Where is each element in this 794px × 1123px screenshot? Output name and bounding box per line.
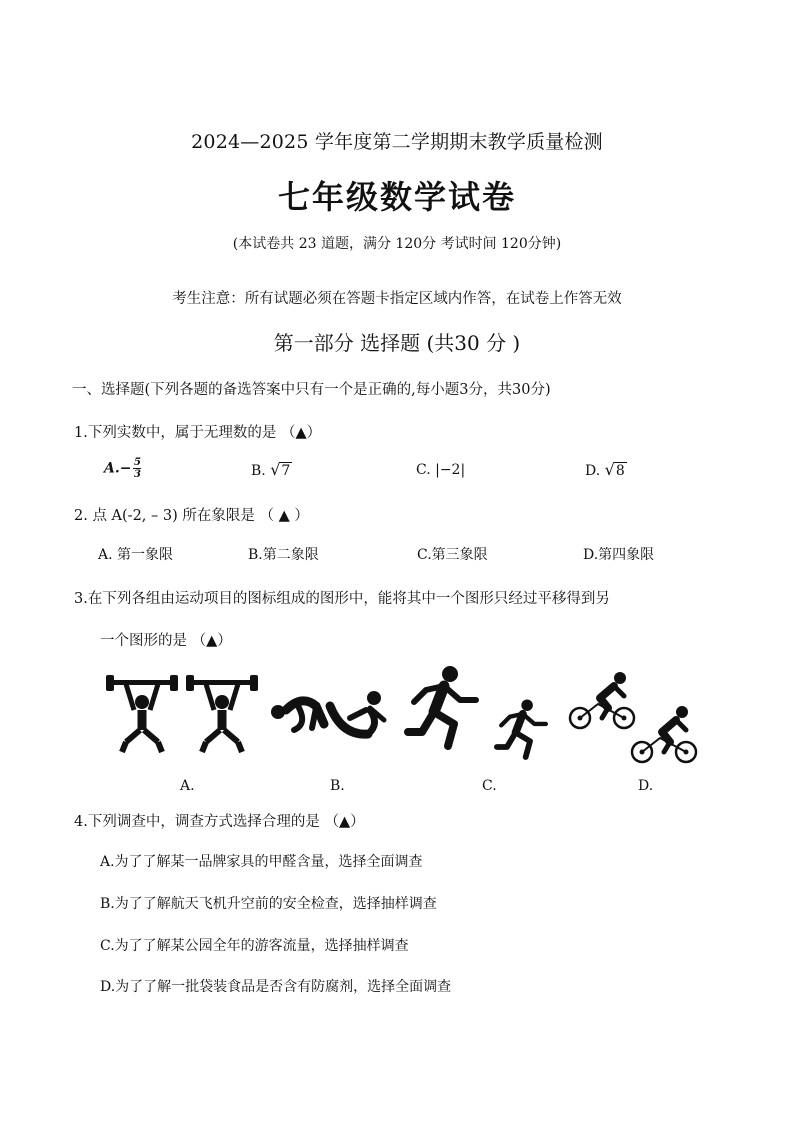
fraction (133, 457, 141, 480)
question-4-option-a: A.为了了解某一品牌家具的甲醛含量，选择全面调查 (100, 854, 423, 870)
question-1-option-c: C. |−2| (416, 462, 466, 478)
weightlifter-pair-icon (104, 672, 262, 756)
question-2-option-d: D.第四象限 (583, 547, 655, 563)
question-1-stem: 1.下列实数中，属于无理数的是 （▲） (74, 425, 322, 441)
exam-period-title: 2024—2025 学年度第二学期期末教学质量检测 (191, 131, 603, 153)
question-1-option-b (251, 460, 292, 479)
exam-info: (本试卷共 23 道题，满分 120分 考试时间 120分钟) (232, 236, 562, 252)
option-a-prefix: A.− (104, 460, 132, 477)
option-b-label: B. (251, 463, 266, 479)
radicand: 8 (615, 463, 625, 479)
question-1-option-d (585, 460, 627, 479)
question-2-stem: 2. 点 A(-2, – 3) 所在象限是 （ ▲ ） (74, 508, 309, 524)
runner-pair-icon (404, 664, 564, 760)
radicand: 7 (281, 463, 291, 479)
figure-c-label: C. (482, 778, 497, 794)
question-2-option-a: A. 第一象限 (98, 547, 174, 563)
question-3-stem-line1: 3.在下列各组由运动项目的图标组成的图形中，能将其中一个图形只经过平移得到另 (74, 591, 610, 607)
figure-b-label: B. (330, 778, 345, 794)
question-2-option-b: B.第二象限 (248, 547, 319, 563)
cyclist-pair-icon (568, 668, 706, 766)
fraction-numerator: 5 (133, 457, 141, 468)
hurdle-pair-icon (268, 684, 398, 748)
section-title: 一、选择题(下列各题的备选答案中只有一个是正确的,每小题3分，共30分) (72, 382, 551, 398)
figure-a-label: A. (180, 778, 195, 794)
exam-main-title: 七年级数学试卷 (277, 178, 516, 216)
option-d-label: D. (585, 463, 601, 479)
question-1-option-a (104, 457, 141, 480)
part-title: 第一部分 选择题 (共30 分 ) (273, 331, 521, 355)
figure-d-label: D. (638, 778, 654, 794)
question-4-stem: 4.下列调查中，调查方式选择合理的是 （▲） (74, 814, 365, 830)
exam-notice: 考生注意：所有试题必须在答题卡指定区域内作答，在试卷上作答无效 (172, 291, 622, 307)
fraction-denominator: 3 (133, 469, 141, 480)
question-4-option-b: B.为了了解航天飞机升空前的安全检查，选择抽样调查 (100, 896, 437, 912)
question-4-option-d: D.为了了解一批袋装食品是否含有防腐剂，选择全面调查 (100, 979, 452, 995)
question-2-option-c: C.第三象限 (417, 547, 488, 563)
sqrt-7: √7 (270, 460, 291, 479)
question-4-option-c: C.为了了解某公园全年的游客流量，选择抽样调查 (100, 938, 409, 954)
question-3-stem-line2: 一个图形的是 （▲） (100, 633, 232, 649)
sqrt-8: √8 (604, 460, 625, 479)
